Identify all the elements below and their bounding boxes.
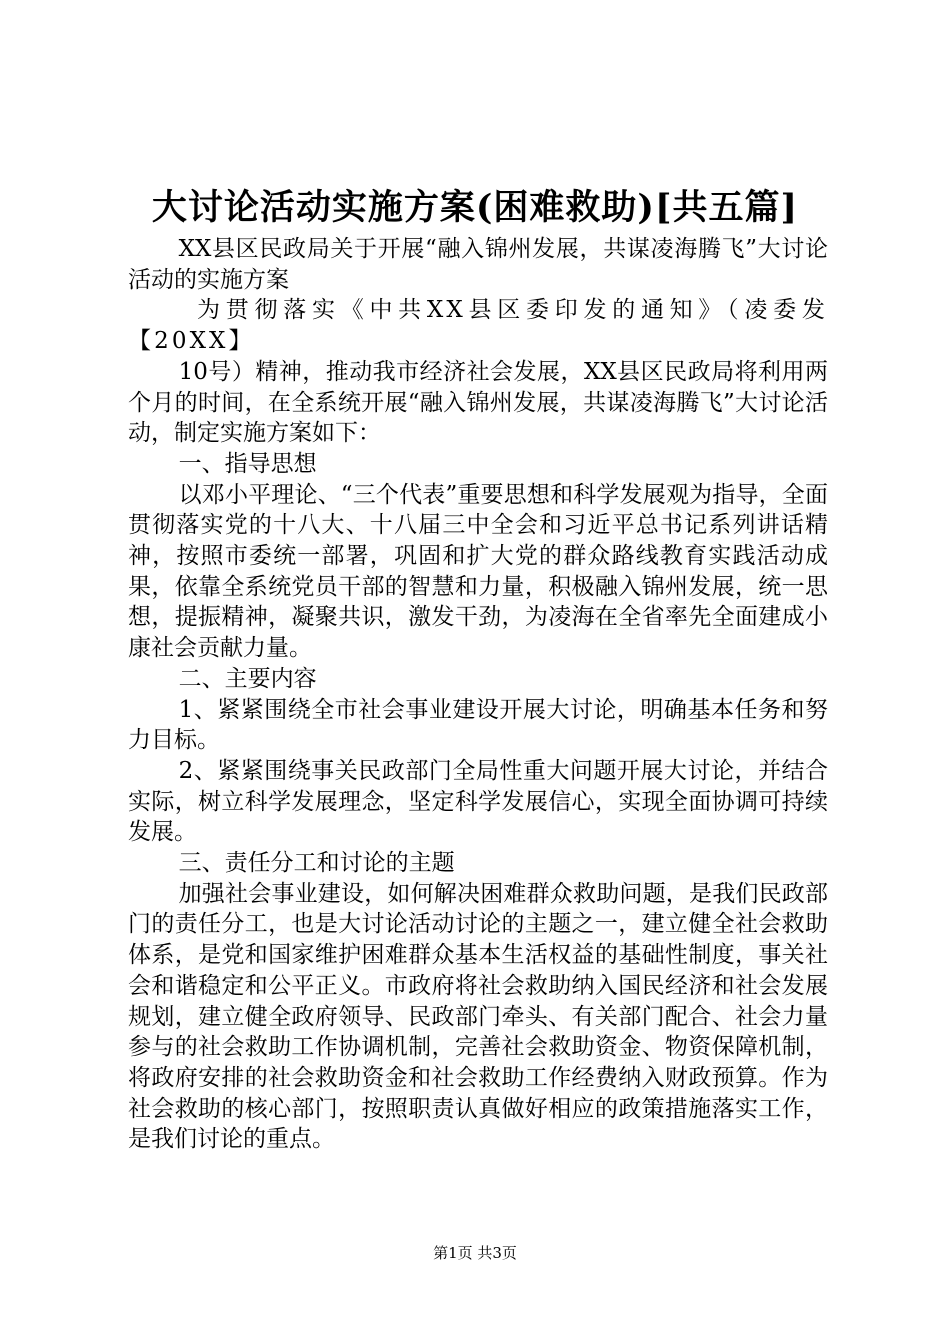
section-heading-1: 一、指导思想 <box>178 450 317 477</box>
section-heading-3: 三、责任分工和讨论的主题 <box>178 850 455 877</box>
intro-paragraph-2: 10号）精神，推动我市经济社会发展，XX县区民政局将利用两个月的时间，在全系统开展“融入锦州发展，共谋凌海腾飞”大讨论活动，制定实施方案如下： <box>128 358 828 447</box>
section-paragraph-2b: 2、紧紧围绕事关民政部门全局性重大问题开展大讨论，并结合实际，树立科学发展理念，坚定科学发展信心，实现全面协调可持续发展。 <box>128 757 828 846</box>
intro-heading-paragraph: XX县区民政局关于开展“融入锦州发展，共谋凌海腾飞”大讨论活动的实施方案 <box>128 236 828 293</box>
section-heading-2: 二、主要内容 <box>178 665 317 692</box>
page-footer: 第1页 共3页 <box>433 1244 517 1262</box>
section-paragraph-1: 以邓小平理论、“三个代表”重要思想和科学发展观为指导，全面贯彻落实党的十八大、十八届三中全会和习近平总书记系列讲话精神，按照市委统一部署，巩固和扩大党的群众路线教育实践活动成果，依靠全系统党员干部的智慧和力量，积极融入锦州发展，统一思想，提振精神，凝聚共识，激发干劲，为凌海在全省率先全面建成小康社会贡献力量。 <box>128 481 828 662</box>
document-body <box>128 234 828 1155</box>
section-paragraph-3: 加强社会事业建设，如何解决困难群众救助问题，是我们民政部门的责任分工，也是大讨论活动讨论的主题之一，建立健全社会救助体系，是党和国家维护困难群众基本生活权益的基础性制度，事关社会和谐稳定和公平正义。市政府将社会救助纳入国民经济和社会发展规划，建立健全政府领导、民政部门牵头、有关部门配合、社会力量参与的社会救助工作协调机制，完善社会救助资金、物资保障机制，将政府安排的社会救助资金和社会救助工作经费纳入财政预算。作为社会救助的核心部门，按照职责认真做好相应的政策措施落实工作，是我们讨论的重点。 <box>128 880 828 1153</box>
document-title: 大讨论活动实施方案(困难救助)[共五篇] <box>151 187 799 228</box>
intro-paragraph-1: 为贯彻落实《中共XX县区委印发的通知》（凌委发【20XX】 <box>128 297 828 355</box>
section-paragraph-2a: 1、紧紧围绕全市社会事业建设开展大讨论，明确基本任务和努力目标。 <box>128 696 828 754</box>
